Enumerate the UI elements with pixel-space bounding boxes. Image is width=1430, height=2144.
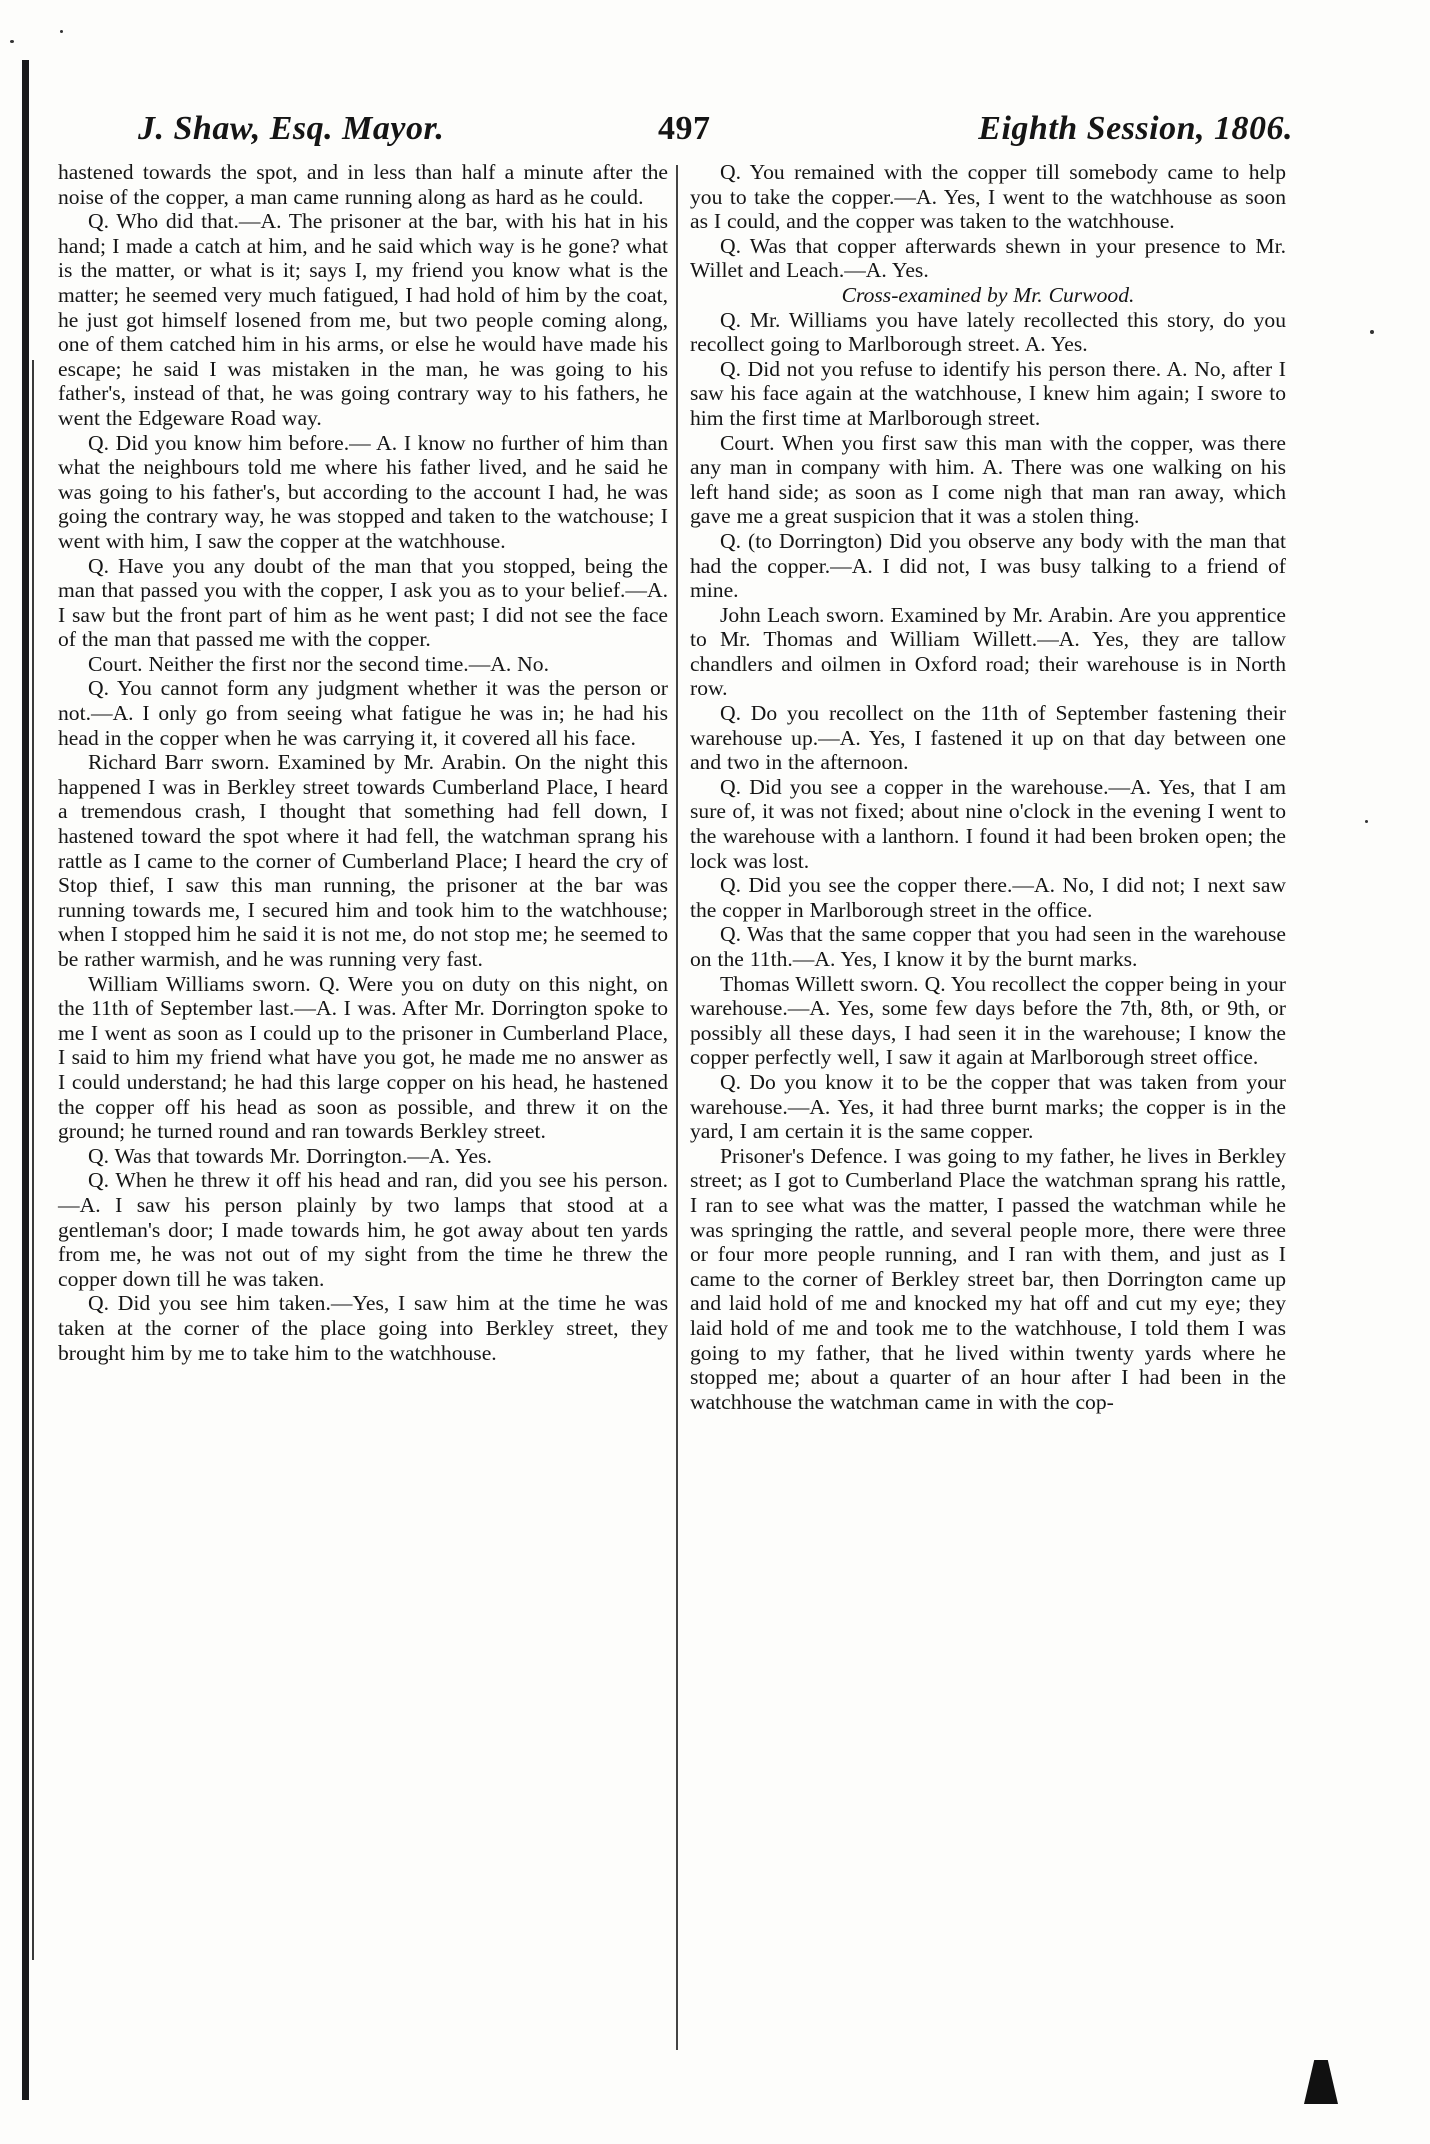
paragraph: William Williams sworn. Q. Were you on duty on this night, on the 11th of September last.—A. I was. After Mr. Dorrington spoke to me I went as soon as I could up to the prisoner in Cumberland Place, I said to him my friend what have you got, he made me no answer as I could understand; he had this large copper on his head, he hastened the copper off his head as soon as possible, and threw it on the ground; he turned round and ran towards Berkley street. [58,971,668,1144]
paragraph: Q. Do you recollect on the 11th of September fastening their warehouse up.—A. Yes, I fastened it up on that day between one and two in the afternoon. [690,701,1286,775]
paragraph: Q. Mr. Williams you have lately recollected this story, do you recollect going to Marlborough street. A. Yes. [690,307,1286,357]
paragraph: Q. Did you see a copper in the warehouse.—A. Yes, that I am sure of, it was not fixed; about nine o'clock in the evening I went to the warehouse with a lanthorn. I found it had been broken open; the lock was lost. [690,774,1286,873]
paragraph: Q. You remained with the copper till somebody came to help you to take the copper.—A. Yes, I went to the watchhouse as soon as I could, and the copper was taken to the watchhouse. [690,160,1286,234]
paragraph: Q. Did not you refuse to identify his person there. A. No, after I saw his face again at the watchhouse, I knew him again; I swore to him the first time at Marlborough street. [690,356,1286,430]
left-column [58,160,668,1365]
paragraph: Q. Did you see the copper there.—A. No, I did not; I next saw the copper in Marlborough street in the office. [690,873,1286,922]
section-heading: Cross-examined by Mr. Curwood. [841,282,1135,307]
paragraph: Prisoner's Defence. I was going to my father, he lives in Berkley street; as I got to Cumberland Place the watchman sprang his rattle, I ran to see what was the matter, I passed the watchman while he was springing the rattle, and several people more, there were three or four more people running, and I ran with them, and just as I came to the corner of Berkley street bar, then Dorrington came up and laid hold of me and knocked my hat off and cut my eye; they laid hold of me and took me to the watchhouse, I told them I was going to my father, that he lived within twenty yards where he stopped me; about a quarter of an hour after I had been in the watchhouse the watchman came in with the cop- [690,1143,1286,1414]
header-mayor: J. Shaw, Esq. Mayor. [138,110,445,147]
paragraph: Court. Neither the first nor the second time.—A. No. [88,651,549,676]
speck [1370,330,1374,334]
paragraph: Q. You cannot form any judgment whether it was the person or not.—A. I only go from seeing what fatigue he was in; he had his head in the copper when he was carrying it, it covered all his face. [58,676,668,750]
paragraph: Q. When he threw it off his head and ran, did you see his person.—A. I saw his person plainly by two lamps that stood at a gentleman's door; I made towards him, he got away about ten yards from me, he was not out of my sight from the time he threw the copper down till he was taken. [58,1168,668,1291]
right-column [690,160,1286,1414]
header-session: Eighth Session, 1806. [978,110,1293,147]
paragraph: Q. Have you any doubt of the man that you stopped, being the man that passed you with the copper, I ask you as to your belief.—A. I saw but the front part of him as he went past; I did not see the face of the man that passed me with the copper. [58,553,668,652]
speck [10,40,14,43]
binding-edge-rule [22,60,29,2100]
page-corner-mark [1304,2060,1338,2104]
paragraph: John Leach sworn. Examined by Mr. Arabin. Are you apprentice to Mr. Thomas and William Willett.—A. Yes, they are tallow chandlers and oilmen in Oxford road; their warehouse is in North row. [690,602,1286,701]
running-header [138,110,1293,158]
speck [60,30,63,33]
paragraph: hastened towards the spot, and in less than half a minute after the noise of the copper, a man came running along as hard as he could. [58,160,668,209]
paragraph: Q. (to Dorrington) Did you observe any body with the man that had the copper.—A. I did not, I was busy talking to a friend of mine. [690,528,1286,603]
paragraph: Q. Who did that.—A. The prisoner at the bar, with his hat in his hand; I made a catch at him, and he said which way is he gone? what is the matter, or what is it; says I, my friend you know what is the matter; he seemed very much fatigued, I had hold of him by the coat, he just got himself losened from me, but two people coming along, one of them catched him in his arms, or else he would have made his escape; he said I was mistaken in the man, he was going to his father's, instead of that, he was going contrary way to his fathers, he went the Edgeware Road way. [58,209,668,430]
paragraph: Q. Was that the same copper that you had seen in the warehouse on the 11th.—A. Yes, I know it by the burnt marks. [690,922,1286,971]
column-divider [676,165,678,2050]
paragraph: Q. Was that towards Mr. Dorrington.—A. Yes. [88,1143,492,1168]
page-number: 497 [658,110,711,147]
paragraph: Thomas Willett sworn. Q. You recollect the copper being in your warehouse.—A. Yes, some few days before the 7th, 8th, or 9th, or possibly all these days, I had seen it in the warehouse; I know the copper perfectly well, I saw it again at Marlborough street office. [690,971,1286,1070]
paragraph: Q. Did you know him before.— A. I know no further of him than what the neighbours told me where his father lived, and he said he was going to his father's, but according to the account I had, he was going the contrary way, he was stopped and taken to the watchouse; I went with him, I saw the copper at the watchhouse. [58,430,668,553]
paragraph: Q. Was that copper afterwards shewn in your presence to Mr. Willet and Leach.—A. Yes. [690,233,1286,283]
binding-edge-thin-rule [32,360,34,1960]
paragraph: Richard Barr sworn. Examined by Mr. Arabin. On the night this happened I was in Berkley street towards Cumberland Place, I heard a tremendous crash, I thought that something had fell down, I hastened toward the spot where it had fell, the watchman sprang his rattle as I came to the corner of Cumberland Place; I heard the cry of Stop thief, I saw this man running, the prisoner at the bar was running towards me, I secured him and took him to the watchhouse; when I stopped him he said it is not me, do not stop me; he seemed to be rather warmish, and he was running very fast. [58,750,668,971]
paragraph: Court. When you first saw this man with the copper, was there any man in company with him. A. There was one walking on his left hand side; as soon as I come nigh that man ran away, which gave me a great suspicion that it was a stolen thing. [690,430,1286,529]
paragraph: Q. Do you know it to be the copper that was taken from your warehouse.—A. Yes, it had three burnt marks; the copper is in the yard, I am certain it is the same copper. [690,1069,1286,1144]
speck [1365,820,1368,823]
paragraph: Q. Did you see him taken.—Yes, I saw him at the time he was taken at the corner of the place going into Berkley street, they brought him by me to take him to the watchhouse. [58,1291,668,1365]
